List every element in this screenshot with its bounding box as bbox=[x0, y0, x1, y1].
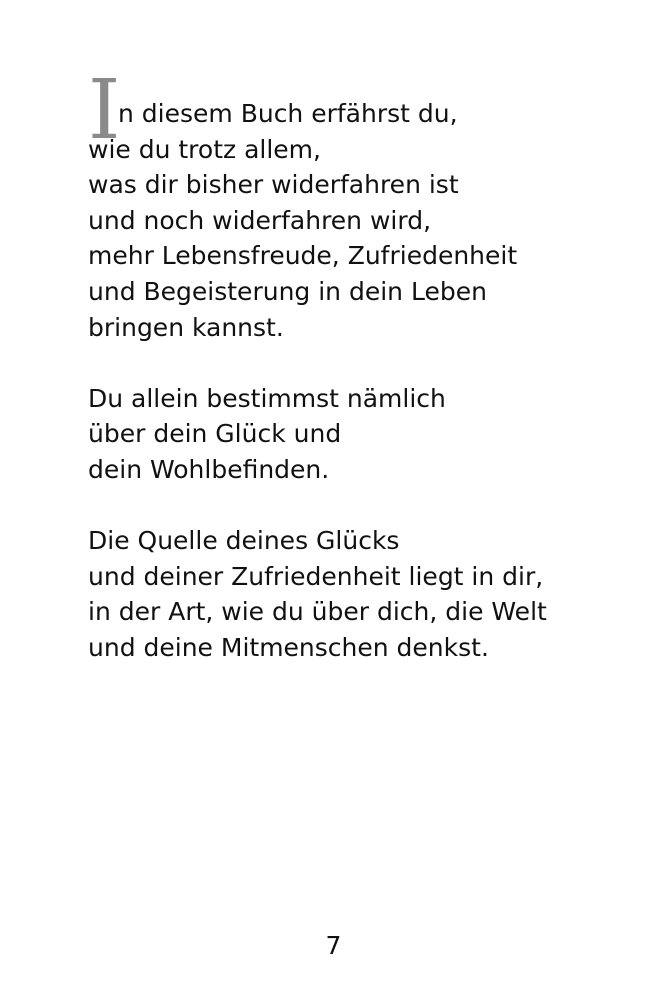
page-number: 7 bbox=[325, 931, 342, 960]
text-line: mehr Lebensfreude, Zufriedenheit bbox=[88, 241, 518, 271]
text-line: Du allein bestimmst nämlich bbox=[88, 383, 446, 413]
text-line: wie du trotz allem, bbox=[88, 134, 321, 164]
text-line: und Begeisterung in dein Leben bbox=[88, 276, 487, 306]
text-line: und deine Mitmenschen denkst. bbox=[88, 632, 489, 662]
body-text bbox=[88, 63, 628, 666]
text-line: und deiner Zufriedenheit liegt in dir, bbox=[88, 561, 544, 591]
text-line: was dir bisher widerfahren ist bbox=[88, 170, 459, 200]
text-line: in der Art, wie du über dich, die Welt bbox=[88, 597, 547, 627]
paragraph-1 bbox=[88, 63, 628, 345]
text-line: und noch widerfahren wird, bbox=[88, 205, 432, 235]
paragraph-2 bbox=[88, 381, 628, 488]
paragraph-spacer bbox=[88, 345, 628, 381]
paragraph-3 bbox=[88, 523, 628, 665]
text-line: dein Wohlbefinden. bbox=[88, 454, 330, 484]
paragraph-spacer bbox=[88, 488, 628, 524]
text-line: bringen kannst. bbox=[88, 312, 284, 342]
text-line-content: n diesem Buch erfährst du, bbox=[118, 99, 458, 128]
text-line: Die Quelle deines Glücks bbox=[88, 526, 400, 556]
drop-cap: I bbox=[88, 63, 121, 158]
text-line: über dein Glück und bbox=[88, 419, 342, 449]
